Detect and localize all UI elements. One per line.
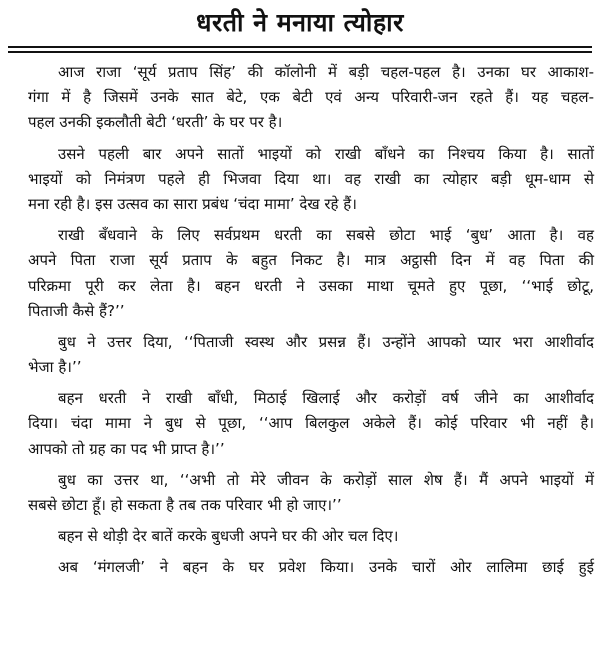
text-line: परिक्रमा पूरी कर लेता है। बहन धरती ने उसका माथा चूमते हुए पूछा, ‘‘भाई छोटू, — [28, 276, 594, 295]
text-line: बहन से थोड़ी देर बातें करके बुधजी अपने घर की ओर चल दिए। — [58, 527, 399, 546]
text-line: बुध का उत्तर था, ‘‘अभी तो मेरे जीवन के करोड़ों साल शेष हैं। मैं अपने भाइयों में — [58, 470, 594, 489]
text-line: भेजा है।’’ — [28, 358, 82, 377]
text-line: राखी बँधवाने के लिए सर्वप्रथम धरती का सबसे छोटा भाई ‘बुध’ आता है। वह — [58, 226, 594, 245]
text-line: उसने पहली बार अपने सातों भाइयों को राखी बाँधने का निश्चय किया है। सातों — [58, 144, 594, 163]
text-line: सबसे छोटा हूँ। हो सकता है तब तक परिवार भी हो जाए।’’ — [28, 496, 342, 514]
text-line: पहल उनकी इकलौती बेटी ‘धरती’ के घर पर है। — [28, 113, 283, 132]
paragraph-4 — [0, 330, 600, 380]
text-line: अब ‘मंगलजी’ ने बहन के घर प्रवेश किया। उनके चारों ओर लालिमा छाई हुई — [58, 558, 594, 577]
text-line: बहन धरती ने राखी बाँधी, मिठाई खिलाई और करोड़ों वर्ष जीने का आशीर्वाद — [58, 389, 594, 408]
text-line: दिया। चंदा मामा ने बुध से पूछा, ‘‘आप बिलकुल अकेले हैं। कोई परिवार भी नहीं है। — [28, 414, 594, 433]
text-line: पिताजी कैसे हैं?’’ — [28, 301, 125, 320]
text-line: अपने पिता राजा सूर्य प्रताप के बहुत निकट है। मात्र अट्ठासी दिन में वह पिता की — [28, 251, 594, 270]
title-rule-lower — [8, 51, 592, 53]
text-line: बुध ने उत्तर दिया, ‘‘पिताजी स्वस्थ और प्रसन्न हैं। उन्होंने आपको प्यार भरा आशीर्वाद — [58, 332, 594, 351]
text-line: मना रही है। इस उत्सव का सारा प्रबंध ‘चंदा मामा’ देख रहे हैं। — [28, 194, 357, 213]
paragraph-5 — [0, 386, 600, 462]
text-line: भाइयों को निमंत्रण पहले ही भिजवा दिया था। वह राखी का त्योहार बड़ी धूम-धाम से — [28, 169, 594, 188]
title-rule-upper — [8, 46, 592, 48]
story-body — [0, 60, 600, 581]
page-title: धरती ने मनाया त्योहार — [196, 8, 404, 37]
text-line: आपको तो ग्रह का पद भी प्राप्त है।’’ — [28, 439, 225, 458]
text-line: आज राजा ‘सूर्य प्रताप सिंह’ की कॉलोनी में बड़ी चहल-पहल है। उनका घर आकाश- — [58, 63, 594, 81]
paragraph-1 — [0, 60, 600, 136]
paragraph-3 — [0, 223, 600, 324]
text-line: गंगा में है जिसमें उनके सात बेटे, एक बेटी एवं अन्य परिवारी-जन रहते हैं। यह चहल- — [28, 88, 594, 107]
paragraph-2 — [0, 142, 600, 218]
paragraph-6 — [0, 468, 600, 518]
paragraph-7 — [0, 524, 600, 549]
paragraph-8 — [0, 555, 600, 580]
